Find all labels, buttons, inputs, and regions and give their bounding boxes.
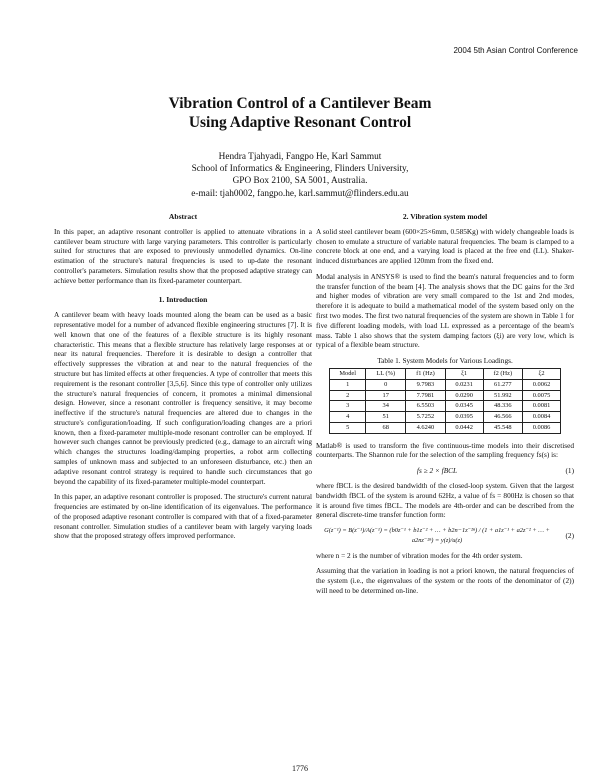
table-header-cell: Model [330,368,366,379]
title-line-1: Vibration Control of a Cantilever Beam [168,95,432,112]
table-cell: 7.7981 [406,390,446,401]
table-cell: 0.0231 [445,379,483,390]
author-block [0,151,600,200]
affiliation: School of Informatics & Engineering, Flinders University, [191,164,409,175]
section2-paragraph-4: where fBCL is the desired bandwidth of the closed-loop system. Given that the largest bandwidth fBCL of the system is around 62Hz, a value of fs = 800Hz is chosen so that it is around five times fBCL. The models are 4th-order and can be described from the general discrete-time transfer function form: [316,480,574,520]
section2-heading: 2. Vibration system model [402,212,488,221]
table-cell: 1 [330,379,366,390]
abstract-heading: Abstract [168,212,198,221]
equation-2-number: (2) [565,530,574,540]
table-row [330,422,561,433]
intro-paragraph-2: In this paper, an adaptive resonant controller is proposed. The structure's current natural frequencies are estimated by on-line identification of its eigenvalues. The performance of the proposed adaptive resonant controller is compared with that of a fixed-parameter resonant controller. Simulation studies of a cantilever beam with largely varying loads show that the proposed strategy offers improved performance. [54,492,312,541]
table-cell: 17 [366,390,406,401]
table-cell: 46.566 [483,412,523,423]
table-row [330,412,561,423]
table-cell: 51 [366,412,406,423]
table-cell: 0.0395 [445,412,483,423]
table-header-cell: f1 (Hz) [406,368,446,379]
email: e-mail: tjah0002, fangpo.he, karl.sammut@flinders.edu.au [191,188,409,199]
table-cell: 34 [366,401,406,412]
table-cell: 6.5503 [406,401,446,412]
section2-paragraph-6: Assuming that the variation in loading is not a priori known, the natural frequencies of the system (i.e., the eigenvalues of the system or the roots of the denominator of (2)) will need to be determined on-line. [316,566,574,595]
table-cell: 5.7252 [406,412,446,423]
section2-paragraph-1: A solid steel cantilever beam (600×25×6mm, 0.585Kg) with widely changeable loads is chosen to emulate a structure of variable natural frequencies. The beam is clamped to a concrete block at one end, and a varying load is placed at the free end (LL). Shaker-induced disturbances are applied 120mm from the fixed end. [316,226,574,266]
table-row [330,379,561,390]
address: GPO Box 2100, SA 5001, Australia. [232,176,368,187]
table-cell: 0.0086 [523,422,561,433]
table-cell: 2 [330,390,366,401]
table-header-cell: ξ2 [523,368,561,379]
section2-paragraph-3: Matlab® is used to transform the five continuous-time models into their discretised counterparts. The Shannon rule for the selection of the sampling frequency fs(s) is: [316,440,574,460]
page-number: 1776 [292,764,308,773]
right-column [316,212,574,602]
table-header-row [330,368,561,379]
table-cell: 0.0075 [523,390,561,401]
section2-paragraph-2: Modal analysis in ANSYS® is used to find the beam's natural frequencies and to form the transfer function of the beam [4]. The analysis shows that the DC gains for the 3rd and higher modes of vibration are very small compared to the 1st and 2nd modes, therefore it is adequate to build a mathematical model of the system based only on the first two modes. The first two natural frequencies of the system are shown in Table 1 for five different loading models, with load LL expressed as a percentage of the beam's mass. Table 1 also shows that the system damping factors (ξi) are very low, which is typical of a flexible beam structure. [316,271,574,350]
table-cell: 0 [366,379,406,390]
left-column [54,212,312,547]
authors: Hendra Tjahyadi, Fangpo He, Karl Sammut [218,152,382,162]
table-row [330,401,561,412]
equation-1-number: (1) [565,466,574,476]
table-cell: 0.0062 [523,379,561,390]
table-header-cell: ξ1 [445,368,483,379]
section2-paragraph-5: where n = 2 is the number of vibration modes for the 4th order system. [316,550,523,560]
conference-header: 2004 5th Asian Control Conference [453,46,578,55]
table-cell: 0.0442 [445,422,483,433]
table-cell: 68 [366,422,406,433]
paper-title [0,94,600,132]
table-header-cell: LL (%) [366,368,406,379]
table-row [330,390,561,401]
table-header-cell: f2 (Hz) [483,368,523,379]
table-cell: 0.0345 [445,401,483,412]
table-cell: 51.992 [483,390,523,401]
table-cell: 0.0290 [445,390,483,401]
table-cell: 4.6240 [406,422,446,433]
table-body [330,379,561,433]
title-line-2: Using Adaptive Resonant Control [188,114,412,131]
table-cell: 0.0084 [523,412,561,423]
table-caption: Table 1. System Models for Various Loadings. [377,356,513,366]
system-models-table [329,368,561,434]
intro-heading: 1. Introduction [158,295,208,305]
equation-1-body: fs ≥ 2 × fBCL [416,466,458,476]
table-cell: 3 [330,401,366,412]
equation-2 [316,526,574,546]
table-cell: 61.277 [483,379,523,390]
table-cell: 4 [330,412,366,423]
equation-1 [316,466,574,476]
table-cell: 45.548 [483,422,523,433]
intro-paragraph-1: A cantilever beam with heavy loads mounted along the beam can be used as a basic representative model for a number of advanced flexible engineering structures [7]. It is well known that one of the features of a flexible structure is its highly resonant characteristic. This means that a flexible structure has relatively large responses at or near its natural frequencies. Therefore it is desirable to design a controller that effectively suppresses the vibration at and near to the natural frequencies of the structure but has limited effects at other frequencies. A type of controller that meets this requirement is the resonant controller [3,5,6]. Since this type of controller only utilizes the structure's natural frequencies of concern, it promotes a minimal dimensional design. However, since a resonant controller is frequency sensitive, it may become ineffective if the structure's natural frequencies are altered due to changes in the structure's configuration/loading. If such configuration/loading changes are a priori known, then a fixed-parameter multiple-mode resonant controller can be employed. If however such changes cannot be previously predicted (e.g., damage to an aircraft wing which changes the structures loading/damping properties, a robot arm collecting samples of unknown mass and subjected to an unforeseen disturbance, etc.) then an adaptive resonant control strategy is required to handle such circumstances that go beyond the capability of its fixed-parameter multiple-model counterpart. [54,310,312,486]
equation-2-body: G(z⁻¹) = B(z⁻¹)/A(z⁻¹) = (b0z⁻¹ + b1z⁻² + … + b2n−1z⁻²ⁿ) / (1 + a1z⁻¹ + a2z⁻² + … + a2nz⁻²ⁿ) = y(z)/u(z) [324,527,550,544]
abstract-text: In this paper, an adaptive resonant controller is applied to attenuate vibrations in a cantilever beam structure with large varying parameters. This controller is particularly suited for structures that are exposed to previously unmodelled dynamics. On-line estimation of the structure's natural frequencies is used to up-date the resonant controller's parameters. Simulation results show that the proposed adaptive strategy can achieve better performance than its fixed-parameter counterpart. [54,226,312,285]
table-cell: 5 [330,422,366,433]
table-cell: 9.7983 [406,379,446,390]
table-cell: 0.0081 [523,401,561,412]
table-cell: 48.336 [483,401,523,412]
